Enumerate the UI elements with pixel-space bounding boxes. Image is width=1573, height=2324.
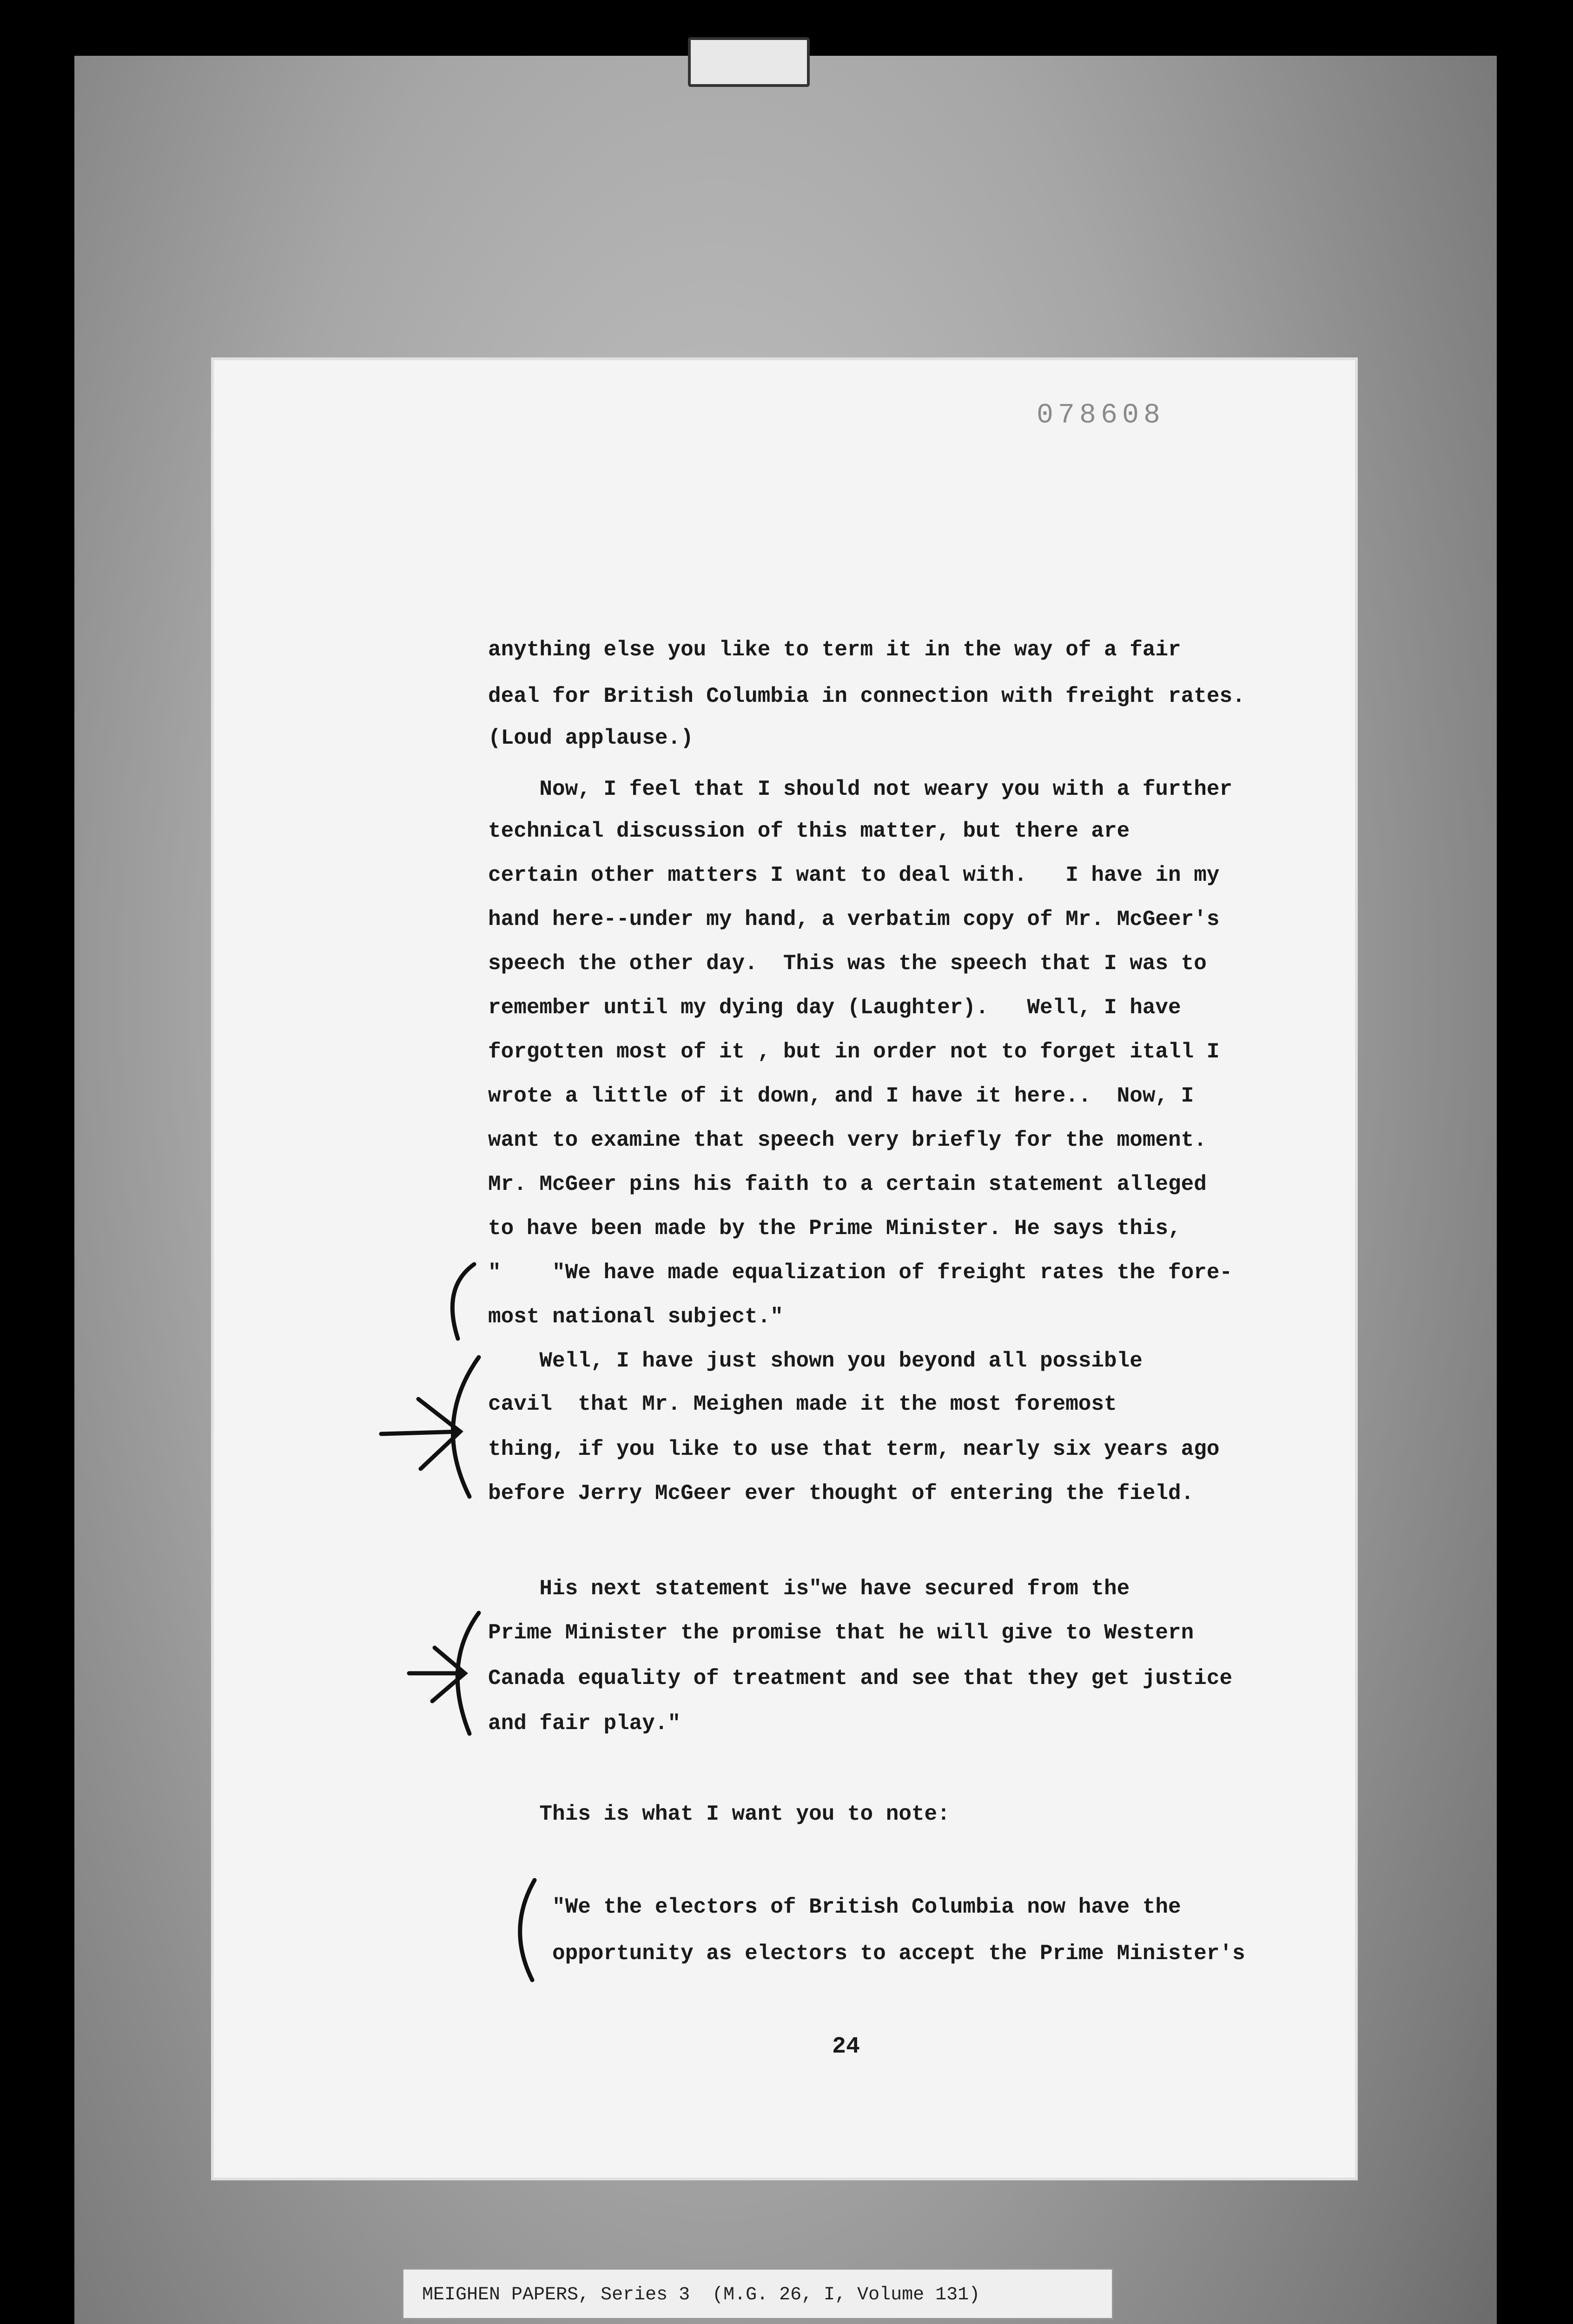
- text-line: Mr. McGeer pins his faith to a certain statement alleged: [488, 1172, 1207, 1196]
- bracket-mark: [520, 1880, 535, 1980]
- text-line: most national subject.": [488, 1305, 783, 1329]
- collection-label: MEIGHEN PAPERS, Series 3 (M.G. 26, I, Volume 131): [402, 2268, 1113, 2319]
- text-line: certain other matters I want to deal with. I have in my: [488, 863, 1220, 887]
- text-line: want to examine that speech very briefly for the moment.: [488, 1128, 1207, 1152]
- text-line: before Jerry McGeer ever thought of entering the field.: [488, 1481, 1194, 1505]
- text-line: " "We have made equalization of freight rates the fore-: [488, 1261, 1233, 1285]
- text-line: opportunity as electors to accept the Prime Minister's: [488, 1941, 1245, 1966]
- text-line: His next statement is"we have secured from the: [488, 1577, 1130, 1601]
- text-line: remember until my dying day (Laughter). Well, I have: [488, 996, 1181, 1020]
- text-line: deal for British Columbia in connection with freight rates.: [488, 684, 1245, 708]
- text-line: Well, I have just shown you beyond all possible: [488, 1349, 1143, 1373]
- document-number: 078608: [1037, 400, 1165, 431]
- text-line: (Loud applause.): [488, 726, 694, 750]
- text-line: hand here--under my hand, a verbatim copy of Mr. McGeer's: [488, 907, 1220, 931]
- bracket-mark: [452, 1264, 474, 1339]
- text-line: wrote a little of it down, and I have it here.. Now, I: [488, 1084, 1194, 1108]
- text-line: technical discussion of this matter, but there are: [488, 819, 1130, 843]
- text-line: This is what I want you to note:: [488, 1802, 950, 1826]
- text-line: cavil that Mr. Meighen made it the most foremost: [488, 1392, 1117, 1416]
- text-line: Prime Minister the promise that he will give to Western: [488, 1621, 1194, 1645]
- text-line: "We the electors of British Columbia now have the: [488, 1895, 1181, 1919]
- text-line: Canada equality of treatment and see that they get justice: [488, 1666, 1233, 1690]
- page-number: 24: [832, 2034, 860, 2060]
- text-line: to have been made by the Prime Minister. He says this,: [488, 1216, 1181, 1241]
- text-line: anything else you like to term it in the way of a fair: [488, 638, 1181, 662]
- text-line: Now, I feel that I should not weary you with a further: [488, 777, 1233, 801]
- text-line: speech the other day. This was the speech that I was to: [488, 951, 1207, 976]
- text-line: thing, if you like to use that term, nearly six years ago: [488, 1437, 1220, 1461]
- text-line: and fair play.": [488, 1711, 681, 1736]
- text-line: forgotten most of it , but in order not to forget itall I: [488, 1040, 1220, 1064]
- arrow-mark: [381, 1399, 460, 1469]
